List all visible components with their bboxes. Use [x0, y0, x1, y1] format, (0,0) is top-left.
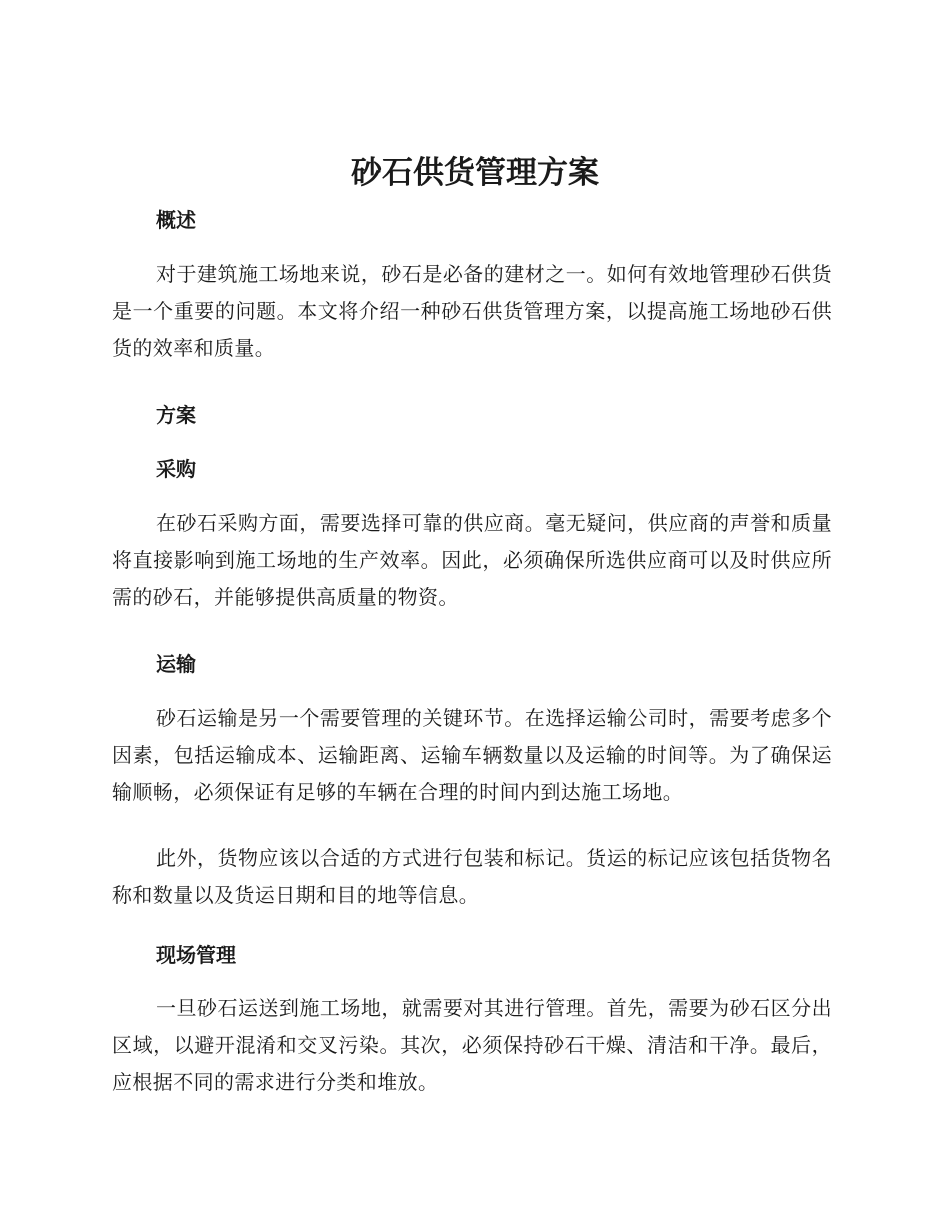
section-heading-overview: 概述 [156, 208, 196, 232]
paragraph-transport-2: 此外，货物应该以合适的方式进行包装和标记。货运的标记应该包括货物名称和数量以及货运日期和目的地等信息。 [112, 846, 832, 907]
paragraph-procurement: 在砂石采购方面，需要选择可靠的供应商。毫无疑问，供应商的声誉和质量将直接影响到施工场地的生产效率。因此，必须确保所选供应商可以及时供应所需的砂石，并能够提供高质量的物资。 [112, 511, 832, 609]
section-heading-procurement: 采购 [156, 457, 196, 481]
paragraph-overview: 对于建筑施工场地来说，砂石是必备的建材之一。如何有效地管理砂石供货是一个重要的问题。本文将介绍一种砂石供货管理方案，以提高施工场地砂石供货的效率和质量。 [112, 262, 832, 360]
document-title: 砂石供货管理方案 [351, 155, 599, 191]
paragraph-transport-1: 砂石运输是另一个需要管理的关键环节。在选择运输公司时，需要考虑多个因素，包括运输成本、运输距离、运输车辆数量以及运输的时间等。为了确保运输顺畅，必须保证有足够的车辆在合理的时间内到达施工场地。 [112, 706, 832, 804]
paragraph-site-management: 一旦砂石运送到施工场地，就需要对其进行管理。首先，需要为砂石区分出区域，以避开混淆和交叉污染。其次，必须保持砂石干燥、清洁和干净。最后，应根据不同的需求进行分类和堆放。 [112, 996, 832, 1094]
section-heading-transport: 运输 [156, 652, 196, 676]
section-heading-plan: 方案 [156, 403, 196, 427]
section-heading-site-management: 现场管理 [156, 943, 236, 967]
